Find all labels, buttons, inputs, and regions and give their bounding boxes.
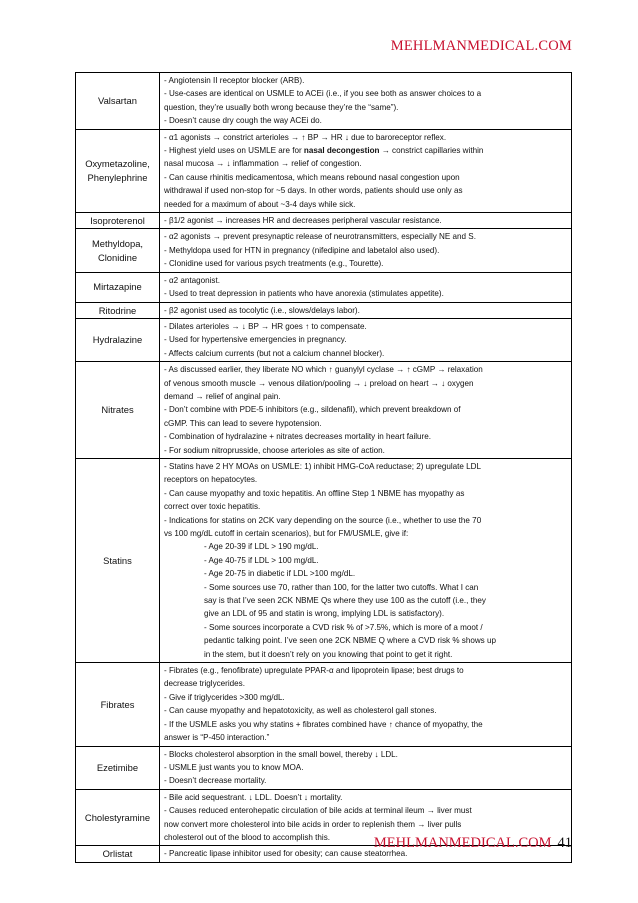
drug-name-cell xyxy=(76,362,160,459)
description-line: - Use-cases are identical on USMLE to ACEi (i.e., if you see both as answer choices to a xyxy=(164,89,482,99)
drug-name-cell xyxy=(76,746,160,789)
drug-name: Orlistat xyxy=(102,848,133,860)
description-cell xyxy=(160,229,572,272)
description-line: - α2 antagonist. xyxy=(164,275,220,285)
table-row xyxy=(76,318,572,361)
description-line: - Can cause myopathy and hepatotoxicity, as well as cholesterol gall stones. xyxy=(164,706,437,716)
description-line: - Used for hypertensive emergencies in pregnancy. xyxy=(164,335,347,345)
table-row xyxy=(76,458,572,662)
description-line: - Clonidine used for various psych treatments (e.g., Tourette). xyxy=(164,259,384,269)
description-line: needed for a maximum of about ~3-4 days while sick. xyxy=(164,199,356,209)
table-row xyxy=(76,129,572,212)
description-line: receptors on hepatocytes. xyxy=(164,475,258,485)
drug-name-cell xyxy=(76,318,160,361)
table-row xyxy=(76,213,572,229)
drug-name: Valsartan xyxy=(98,95,137,107)
table-row xyxy=(76,362,572,459)
table-row xyxy=(76,663,572,746)
description-line: - Dilates arterioles → ↓ BP → HR goes ↑ to compensate. xyxy=(164,321,367,331)
description-line: - Can cause rhinitis medicamentosa, which means rebound nasal congestion upon xyxy=(164,172,460,182)
description-line: - Indications for statins on 2CK vary depending on the source (i.e., whether to use the 70 xyxy=(164,515,482,525)
description-line: cGMP. This can lead to severe hypotension. xyxy=(164,418,322,428)
description-line: - Pancreatic lipase inhibitor used for obesity; can cause steatorrhea. xyxy=(164,849,408,859)
drug-name-cell xyxy=(76,213,160,229)
description-line: - Doesn’t cause dry cough the way ACEi do. xyxy=(164,116,322,126)
drug-name-cell xyxy=(76,302,160,318)
drug-name-cell xyxy=(76,458,160,662)
description-line: - α2 agonists → prevent presynaptic release of neurotransmitters, especially NE and S. xyxy=(164,232,476,242)
description-line: - β1/2 agonist → increases HR and decreases peripheral vascular resistance. xyxy=(164,216,442,226)
footer xyxy=(374,835,572,852)
header-brand: MEHLMANMEDICAL.COM xyxy=(390,38,572,54)
description-subline: pedantic talking point. I’ve seen one 2CK NBME Q where a CVD risk % shows up xyxy=(204,636,496,646)
description-cell xyxy=(160,73,572,130)
description-line: - For sodium nitroprusside, choose arterioles as site of action. xyxy=(164,445,385,455)
description-cell xyxy=(160,129,572,212)
drug-name: Oxymetazoline, xyxy=(85,158,150,170)
table-row xyxy=(76,302,572,318)
drug-name-cell xyxy=(76,73,160,130)
description-line: - Used to treat depression in patients who have anorexia (stimulates appetite). xyxy=(164,289,444,299)
drug-name: Isoproterenol xyxy=(90,215,145,227)
drug-name: Ritodrine xyxy=(98,304,137,316)
table-row xyxy=(76,746,572,789)
table-row xyxy=(76,272,572,302)
description-line: - β2 agonist used as tocolytic (i.e., slows/delays labor). xyxy=(164,305,360,315)
description-line: decrease triglycerides. xyxy=(164,679,245,689)
description-cell xyxy=(160,302,572,318)
description-line: - Blocks cholesterol absorption in the small bowel, thereby ↓ LDL. xyxy=(164,749,398,759)
description-subline: - Age 20-39 if LDL > 190 mg/dL. xyxy=(204,542,319,552)
page-number: 41 xyxy=(557,835,572,851)
drug-name: Ezetimibe xyxy=(96,761,139,773)
description-line: - Methyldopa used for HTN in pregnancy (nifedipine and labetalol also used). xyxy=(164,245,440,255)
footer-brand: MEHLMANMEDICAL.COM xyxy=(373,835,552,851)
description-line: - Highest yield uses on USMLE are for nasal decongestion → constrict capillaries within xyxy=(164,146,484,156)
description-line: - Can cause myopathy and toxic hepatitis. An offline Step 1 NBME has myopathy as xyxy=(164,488,465,498)
description-subline: say is that I’ve seen 2CK NBME Qs where they use 100 as the cutoff (i.e., they xyxy=(204,596,486,606)
drug-name-cell xyxy=(76,789,160,846)
description-subline: in the stem, but it doesn’t rely on you knowing that point to get it right. xyxy=(204,649,453,659)
description-line: question, they’re usually both wrong because they’re the “same”). xyxy=(164,102,399,112)
description-line: cholesterol out of the blood to accomplish this. xyxy=(164,832,331,842)
description-line: - Fibrates (e.g., fenofibrate) upregulate PPAR-α and lipoprotein lipase; best drugs to xyxy=(164,666,464,676)
description-line: - α1 agonists → constrict arterioles → ↑ BP → HR ↓ due to baroreceptor reflex. xyxy=(164,132,447,142)
description-line: answer is “P-450 interaction.” xyxy=(164,733,270,743)
description-cell xyxy=(160,746,572,789)
description-subline: give an LDL of 95 and statin is wrong, implying LDL is satisfactory). xyxy=(204,609,445,619)
drug-name: Hydralazine xyxy=(92,334,143,346)
description-line: nasal mucosa → ↓ inflammation → relief of congestion. xyxy=(164,159,362,169)
drug-name: Mirtazapine xyxy=(93,281,142,293)
description-cell xyxy=(160,458,572,662)
emphasis-text: nasal decongestion xyxy=(303,146,380,156)
description-line: - Give if triglycerides >300 mg/dL. xyxy=(164,692,285,702)
description-line: - Doesn’t decrease mortality. xyxy=(164,776,267,786)
description-line: demand → relief of anginal pain. xyxy=(164,391,281,401)
drug-name-cell xyxy=(76,229,160,272)
description-subline: - Age 40-75 if LDL > 100 mg/dL. xyxy=(204,555,319,565)
description-line: - Combination of hydralazine + nitrates decreases mortality in heart failure. xyxy=(164,432,431,442)
description-cell xyxy=(160,318,572,361)
drug-name: Statins xyxy=(103,554,132,566)
description-line: - Bile acid sequestrant. ↓ LDL. Doesn’t ↓ mortality. xyxy=(164,792,343,802)
description-line: - Angiotensin II receptor blocker (ARB). xyxy=(164,76,305,85)
table-row xyxy=(76,73,572,130)
description-line: - If the USMLE asks you why statins + fibrates combined have ↑ chance of myopathy, the xyxy=(164,719,483,729)
description-subline: - Some sources incorporate a CVD risk % of >7.5%, which is more of a moot / xyxy=(204,622,483,632)
drug-name: Phenylephrine xyxy=(87,171,148,183)
drug-name: Cholestyramine xyxy=(84,811,151,823)
drug-name: Clonidine xyxy=(97,251,138,263)
description-cell xyxy=(160,213,572,229)
description-line: of venous smooth muscle → venous dilation/pooling → ↓ preload on heart → ↓ oxygen xyxy=(164,378,474,388)
table-row xyxy=(76,229,572,272)
description-line: - As discussed earlier, they liberate NO which ↑ guanylyl cyclase → ↑ cGMP → relaxation xyxy=(164,365,483,375)
description-line: correct over toxic hepatitis. xyxy=(164,502,261,512)
drug-table xyxy=(75,72,572,863)
drug-name-cell xyxy=(76,846,160,862)
description-line: - USMLE just wants you to know MOA. xyxy=(164,762,304,772)
description-cell xyxy=(160,663,572,746)
drug-name-cell xyxy=(76,663,160,746)
description-subline: - Some sources use 70, rather than 100, for the latter two cutoffs. What I can xyxy=(204,582,479,592)
description-line: vs 100 mg/dL cutoff in certain scenarios), but for FM/USMLE, give if: xyxy=(164,529,409,538)
description-cell xyxy=(160,362,572,459)
description-cell xyxy=(160,272,572,302)
drug-name-cell xyxy=(76,129,160,212)
description-line: - Statins have 2 HY MOAs on USMLE: 1) inhibit HMG-CoA reductase; 2) upregulate LDL xyxy=(164,461,481,471)
drug-name: Methyldopa, xyxy=(91,238,144,250)
description-line: - Affects calcium currents (but not a calcium channel blocker). xyxy=(164,348,385,358)
description-line: withdrawal if used non-stop for ~5 days. In other words, patients should use only as xyxy=(164,186,463,196)
drug-name: Fibrates xyxy=(100,698,135,710)
description-line: - Don’t combine with PDE-5 inhibitors (e.g., sildenafil), which prevent breakdown of xyxy=(164,405,461,415)
description-line: - Causes reduced enterohepatic circulation of bile acids at terminal ileum → liver must xyxy=(164,806,472,816)
drug-name: Nitrates xyxy=(101,404,134,416)
description-subline: - Age 20-75 in diabetic if LDL >100 mg/dL. xyxy=(204,569,356,579)
drug-name-cell xyxy=(76,272,160,302)
description-line: now convert more cholesterol into bile acids in order to replenish them → liver pulls xyxy=(164,819,462,829)
